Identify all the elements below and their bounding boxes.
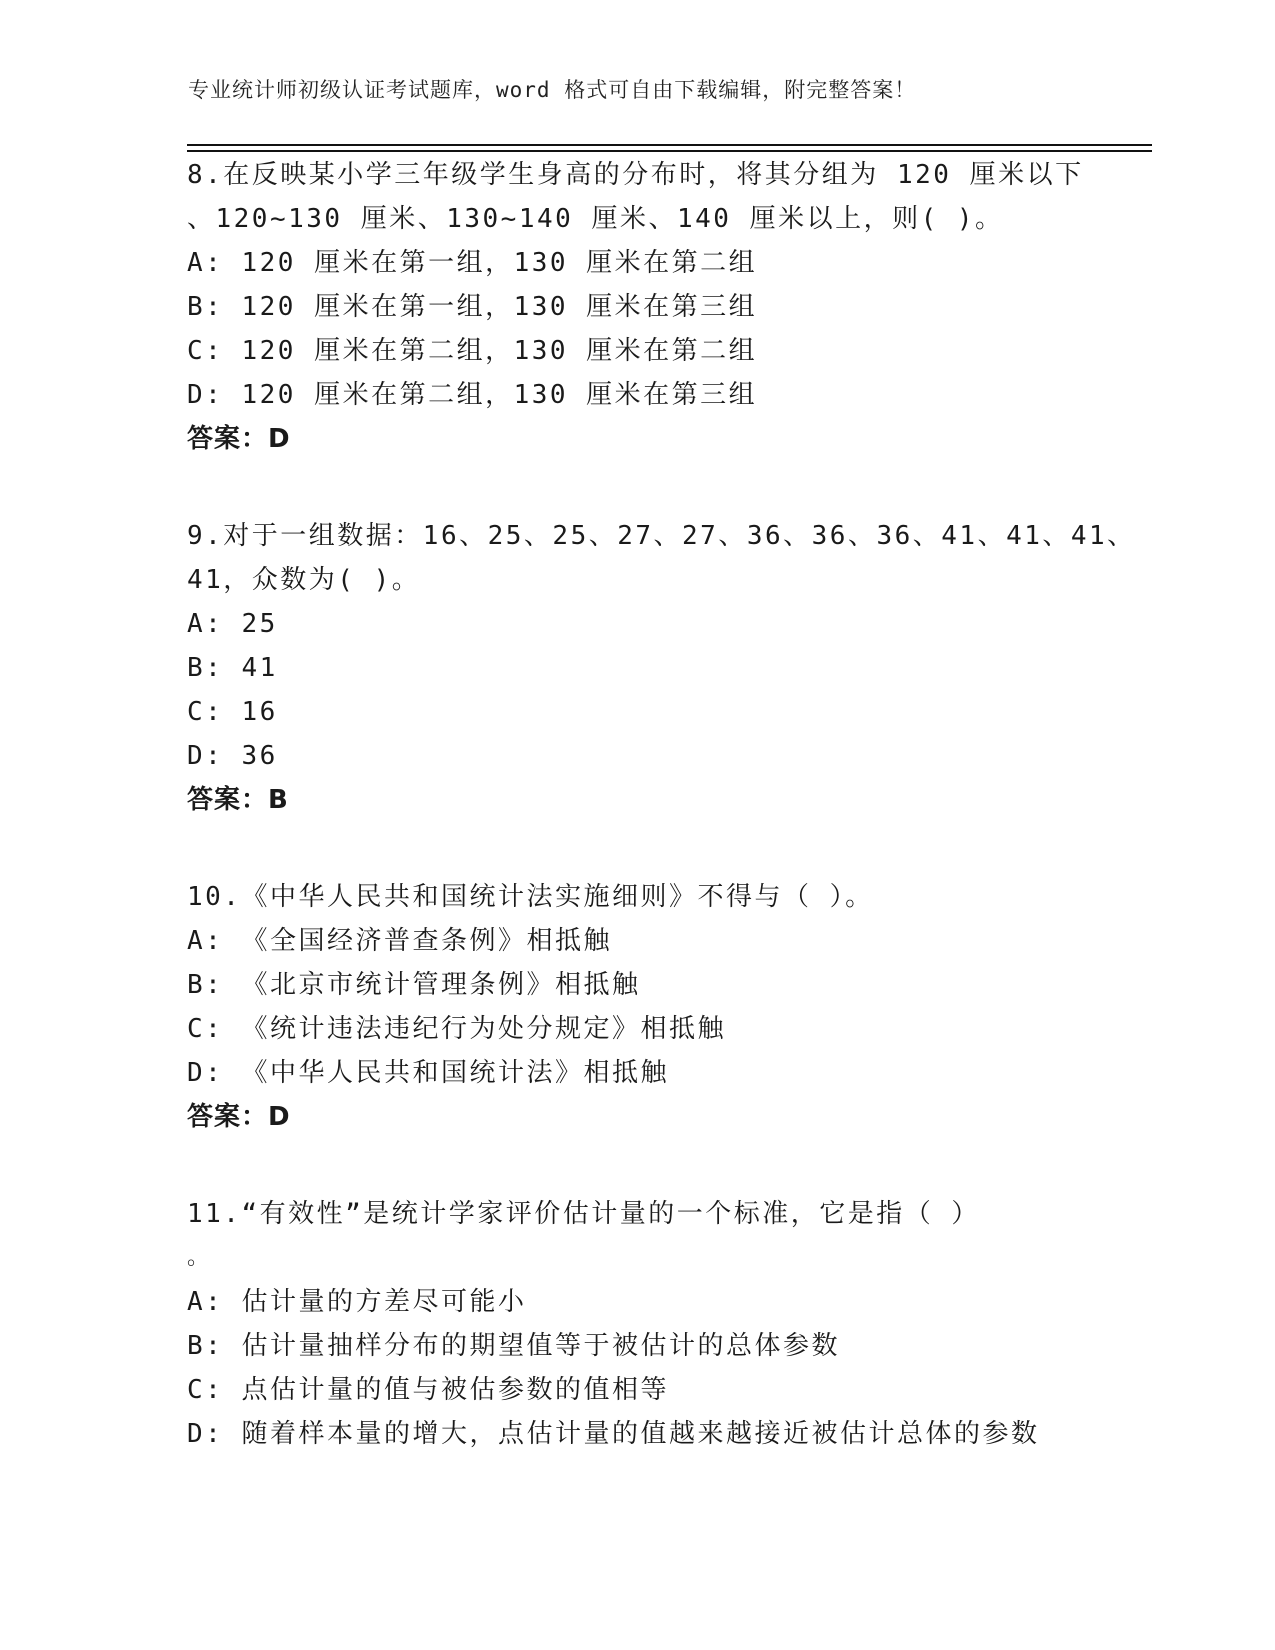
question-9-option-a: A: 25	[187, 609, 278, 639]
question-8-option-a: A: 120 厘米在第一组，130 厘米在第二组	[187, 248, 758, 278]
question-10-stem: 10.《中华人民共和国统计法实施细则》不得与（ ）。	[187, 882, 874, 912]
question-8-stem-line2: 、120~130 厘米、130~140 厘米、140 厘米以上，则( )。	[187, 204, 1004, 234]
question-9-option-d: D: 36	[187, 741, 278, 771]
question-8-option-c: C: 120 厘米在第二组，130 厘米在第二组	[187, 336, 758, 366]
question-8-answer: 答案：D	[187, 424, 291, 454]
question-9-option-c: C: 16	[187, 697, 278, 727]
question-9-answer: 答案：B	[187, 785, 289, 815]
page-header: 专业统计师初级认证考试题库，word 格式可自由下载编辑，附完整答案！	[188, 78, 917, 102]
question-11-option-a: A: 估计量的方差尽可能小	[187, 1287, 527, 1317]
question-11-stem-line2: 。	[187, 1245, 212, 1270]
question-8-option-d: D: 120 厘米在第二组，130 厘米在第三组	[187, 380, 758, 410]
question-11-option-d: D: 随着样本量的增大，点估计量的值越来越接近被估计总体的参数	[187, 1419, 1040, 1449]
question-10-answer: 答案：D	[187, 1102, 291, 1132]
header-divider-top	[187, 144, 1152, 146]
header-divider-bottom	[187, 150, 1152, 152]
question-8-option-b: B: 120 厘米在第一组，130 厘米在第三组	[187, 292, 758, 322]
question-9-stem-line2: 41，众数为( )。	[187, 565, 421, 595]
question-10-option-c: C: 《统计违法违纪行为处分规定》相抵触	[187, 1014, 726, 1044]
question-11-stem-line1: 11.“有效性”是统计学家评价估计量的一个标准，它是指（ ）	[187, 1199, 980, 1229]
question-9-option-b: B: 41	[187, 653, 278, 683]
question-11-option-b: B: 估计量抽样分布的期望值等于被估计的总体参数	[187, 1331, 840, 1361]
question-10-option-b: B: 《北京市统计管理条例》相抵触	[187, 970, 641, 1000]
question-11-option-c: C: 点估计量的值与被估参数的值相等	[187, 1375, 669, 1405]
question-10-option-d: D: 《中华人民共和国统计法》相抵触	[187, 1058, 669, 1088]
question-9-stem-line1: 9.对于一组数据：16、25、25、27、27、36、36、36、41、41、41、	[187, 521, 1136, 551]
question-10-option-a: A: 《全国经济普查条例》相抵触	[187, 926, 612, 956]
question-8-stem-line1: 8.在反映某小学三年级学生身高的分布时，将其分组为 120 厘米以下	[187, 160, 1084, 190]
